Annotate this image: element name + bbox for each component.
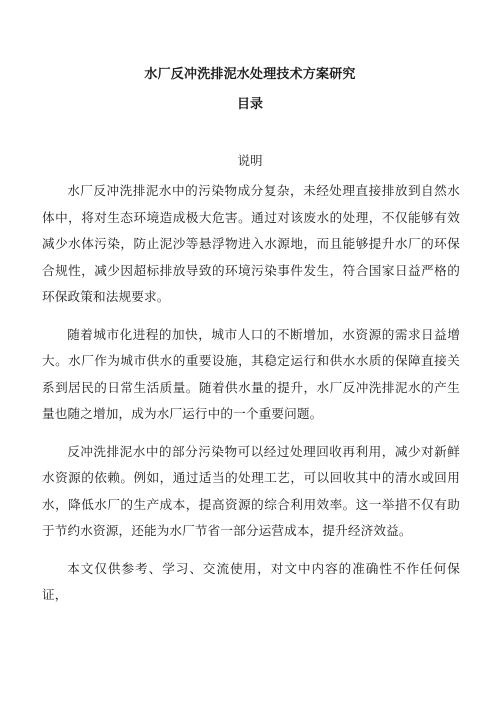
document-title: 水厂反冲洗排泥水处理技术方案研究 (144, 67, 356, 82)
paragraph: 随着城市化进程的加快，城市人口的不断增加，水资源的需求日益增大。水厂作为城市供水的重要设施，其稳定运行和供水水质的保障直接关系到居民的日常生活质量。随着供水量的提升，水厂反冲洗排泥水的产生量也随之增加，成为水厂运行中的一个重要问题。 (42, 326, 460, 421)
paragraph: 水厂反冲洗排泥水中的污染物成分复杂，未经处理直接排放到自然水体中，将对生态环境造成极大危害。通过对该废水的处理，不仅能够有效减少水体污染，防止泥沙等悬浮物进入水源地，而且能够提升水厂的环保合规性，减少因超标排放导致的环境污染事件发生，符合国家日益严格的环保政策和法规要求。 (42, 183, 460, 304)
paragraph: 本文仅供参考、学习、交流使用，对文中内容的准确性不作任何保证， (42, 560, 460, 602)
paragraph: 反冲洗排泥水中的部分污染物可以经过处理回收再利用，减少对新鲜水资源的依赖。例如，通过适当的处理工艺，可以回收其中的清水或回用水，降低水厂的生产成本，提高资源的综合利用效率。这一举措不仅有助于节约水资源，还能为水厂节省一部分运营成本，提升经济效益。 (42, 443, 460, 538)
section-heading: 说明 (237, 153, 263, 168)
toc-heading: 目录 (236, 97, 263, 112)
body-text (42, 178, 460, 620)
